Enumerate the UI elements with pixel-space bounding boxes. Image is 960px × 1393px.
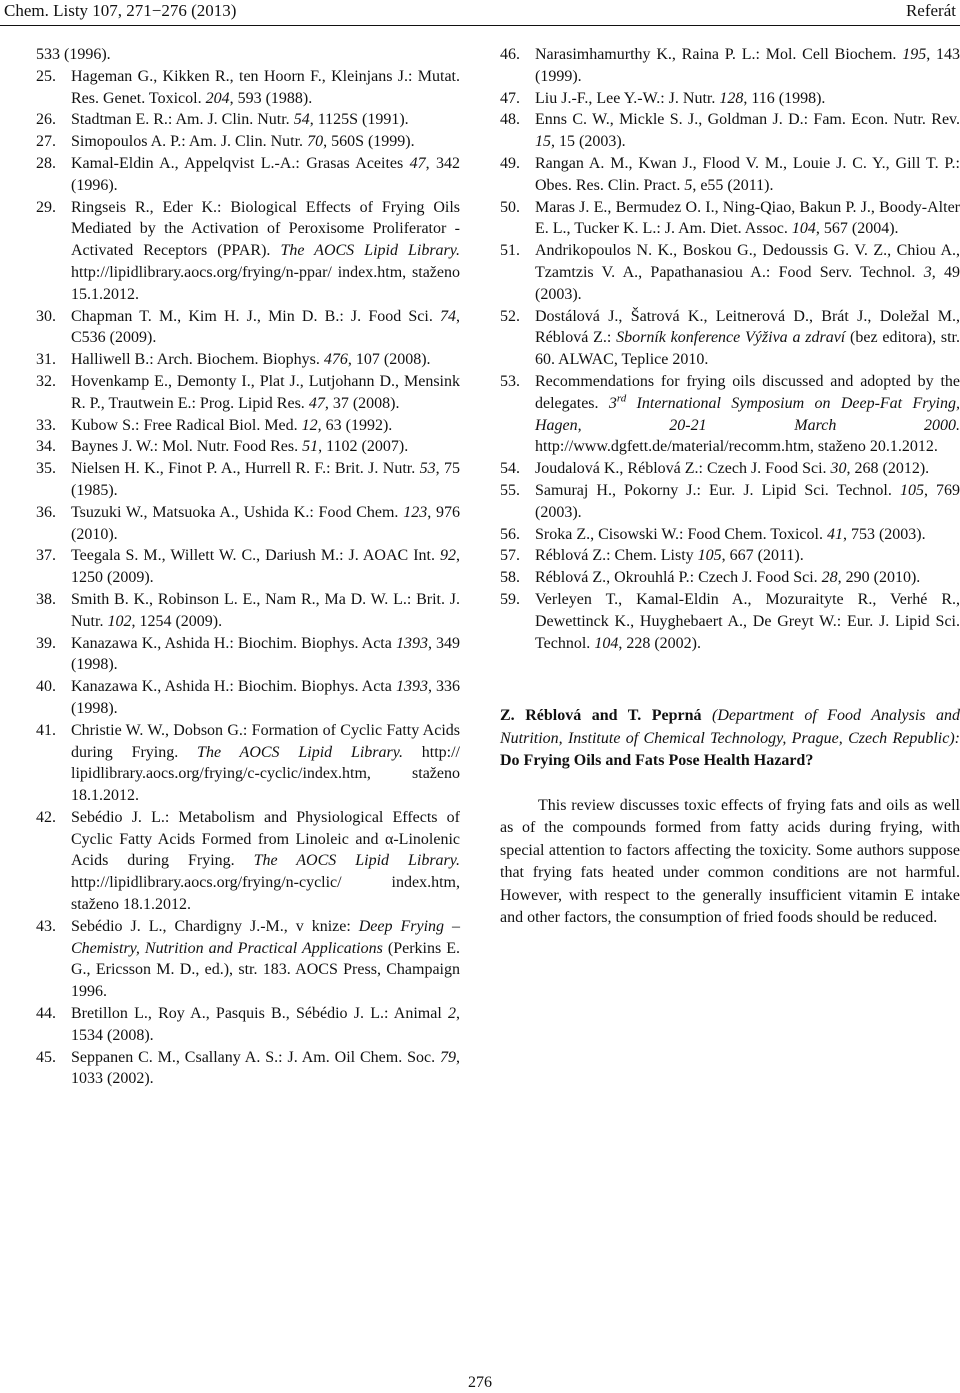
abstract-title: Do Frying Oils and Fats Pose Health Hazard? (500, 752, 814, 770)
reference-item (500, 458, 960, 480)
abstract-authors: Z. Réblová and T. Peprná (500, 707, 702, 725)
reference-number: 40. (36, 678, 56, 696)
reference-text: Réblová Z.: Chem. Listy 105, 667 (2011). (535, 547, 804, 565)
reference-text: Seppanen C. M., Csallany A. S.: J. Am. Oil Chem. Soc. 79, 1033 (2002). (71, 1048, 460, 1088)
reference-text: Kubow S.: Free Radical Biol. Med. 12, 63 (1992). (71, 416, 393, 434)
reference-item (36, 1047, 460, 1091)
reference-item (500, 524, 960, 546)
reference-number: 41. (36, 721, 56, 739)
reference-text: Dostálová J., Šatrová K., Leitnerová D., Brát J., Doležal M., Réblová Z.: Sborník konference Výživa a zdraví (bez editora), str. 60. ALWAC, Teplice 2010. (535, 307, 960, 369)
reference-item (500, 197, 960, 241)
reference-item (36, 153, 460, 197)
reference-item (36, 415, 460, 437)
reference-text: Teegala S. M., Willett W. C., Dariush M.: J. AOAC Int. 92, 1250 (2009). (71, 547, 460, 587)
reference-item (36, 633, 460, 677)
reference-text: Samuraj H., Pokorny J.: Eur. J. Lipid Sci. Technol. 105, 769 (2003). (535, 481, 960, 521)
reference-text: Kanazawa K., Ashida H.: Biochim. Biophys. Acta 1393, 336 (1998). (71, 678, 461, 717)
reference-number: 43. (36, 917, 56, 935)
abstract-body: This review discusses toxic effects of frying fats and oils as well as of the compounds formed from fatty acids during frying, with special attention to factors affecting the toxicity. Some authors suppose that frying fats heated under common conditions are not harmful. However, with respect to the generally insufficient vitamin E intake and other factors, the consumption of fried foods should be reduced. (500, 796, 960, 927)
reference-number: 31. (36, 351, 56, 369)
reference-number: 53. (500, 372, 520, 390)
reference-number: 27. (36, 133, 56, 151)
reference-number: 58. (500, 569, 520, 587)
reference-number: 35. (36, 460, 56, 478)
reference-item (36, 131, 460, 153)
reference-number: 37. (36, 547, 56, 565)
reference-text: Narasimhamurthy K., Raina P. L.: Mol. Cell Biochem. 195, 143 (1999). (535, 46, 960, 85)
right-column-references (500, 44, 960, 654)
reference-text: Rangan A. M., Kwan J., Flood V. M., Louie J. C. Y., Gill T. P.: Obes. Res. Clin. Pract. 5, e55 (2011). (535, 154, 960, 194)
reference-item (500, 545, 960, 567)
reference-number: 34. (36, 438, 56, 456)
reference-item (500, 567, 960, 589)
reference-number: 49. (500, 154, 520, 172)
reference-text: Hageman G., Kikken R., ten Hoorn F., Kleinjans J.: Mutat. Res. Genet. Toxicol. 204, 593 (1988). (71, 67, 460, 107)
reference-item (500, 44, 960, 88)
reference-text: Simopoulos A. P.: Am. J. Clin. Nutr. 70, 560S (1999). (71, 133, 415, 151)
reference-item (500, 589, 960, 654)
reference-text: Ringseis R., Eder K.: Biological Effects of Frying Oils Mediated by the Activation of Peroxisome Proliferator -Activated Receptors (PPAR). The AOCS Lipid Library. http://lipidlibrary.aocs.org/frying/n-ppar/ index.htm, staženo 15.1.2012. (71, 198, 460, 303)
reference-number: 47. (500, 89, 520, 107)
reference-number: 45. (36, 1048, 56, 1066)
header-rule (0, 25, 960, 26)
reference-text: Recommendations for frying oils discussed and adopted by the delegates. 3rd International Symposium on Deep-Fat Frying, Hagen, 20-21 March 2000. http://www.dgfett.de/material/recomm.htm, staženo 20.1.2012. (535, 372, 960, 456)
reference-text: Baynes J. W.: Mol. Nutr. Food Res. 51, 1102 (2007). (71, 438, 409, 456)
reference-text: Maras J. E., Bermudez O. I., Ning-Qiao, Bakun P. J., Boody-Alter E. L., Tucker K. L.: J. Am. Diet. Assoc. 104, 567 (2004). (535, 198, 960, 238)
reference-number: 48. (500, 111, 520, 129)
reference-item (36, 916, 460, 1003)
reference-text: Nielsen H. K., Finot P. A., Hurrell R. F.: Brit. J. Nutr. 53, 75 (1985). (71, 460, 461, 499)
right-column (500, 44, 960, 930)
reference-item (500, 480, 960, 524)
reference-text: Bretillon L., Roy A., Pasquis B., Sébédio J. L.: Animal 2, 1534 (2008). (71, 1005, 460, 1044)
reference-text: Sroka Z., Cisowski W.: Food Chem. Toxicol. 41, 753 (2003). (535, 525, 926, 543)
reference-item (500, 240, 960, 305)
reference-number: 42. (36, 808, 56, 826)
reference-text: Réblová Z., Okrouhlá P.: Czech J. Food Sci. 28, 290 (2010). (535, 569, 921, 587)
reference-text: Joudalová K., Réblová Z.: Czech J. Food Sci. 30, 268 (2012). (535, 460, 930, 478)
reference-number: 51. (500, 242, 520, 260)
reference-text: Kanazawa K., Ashida H.: Biochim. Biophys. Acta 1393, 349 (1998). (71, 634, 461, 674)
reference-text: 533 (1996). (36, 46, 111, 63)
reference-text: Kamal-Eldin A., Appelqvist L.-A.: Grasas Aceites 47, 342 (1996). (71, 154, 460, 194)
reference-number: 46. (500, 46, 520, 63)
reference-number: 29. (36, 198, 56, 216)
reference-item (500, 153, 960, 197)
reference-item (500, 306, 960, 371)
reference-item (500, 88, 960, 110)
reference-number: 44. (36, 1005, 56, 1023)
reference-number: 33. (36, 416, 56, 434)
reference-item (36, 306, 460, 350)
reference-text: Smith B. K., Robinson L. E., Nam R., Ma D. W. L.: Brit. J. Nutr. 102, 1254 (2009). (71, 590, 460, 630)
abstract-affiliation: (Department of Food Analysis and Nutrition, Institute of Chemical Technology, Prague, Czech Republic): (500, 707, 960, 747)
reference-item (36, 436, 460, 458)
journal-citation: Chem. Listy 107, 271−276 (2013) (4, 1, 237, 20)
reference-item (36, 44, 460, 66)
reference-item (36, 502, 460, 546)
reference-item (500, 109, 960, 153)
reference-text: Liu J.-F., Lee Y.-W.: J. Nutr. 128, 116 (1998). (535, 89, 826, 107)
reference-number: 28. (36, 154, 56, 172)
reference-item (36, 589, 460, 633)
english-abstract (500, 705, 960, 772)
reference-item (36, 1003, 460, 1047)
reference-item (36, 197, 460, 306)
reference-text: Stadtman E. R.: Am. J. Clin. Nutr. 54, 1125S (1991). (71, 111, 409, 129)
reference-item (36, 807, 460, 916)
reference-number: 57. (500, 547, 520, 565)
reference-number: 30. (36, 307, 56, 325)
section-label: Referát (905, 1, 956, 20)
reference-text: Halliwell B.: Arch. Biochem. Biophys. 476, 107 (2008). (71, 351, 431, 369)
reference-text: Andrikopoulos N. K., Boskou G., Dedoussis G. V. Z., Chiou A., Tzamtzis V. A., Papathanasiou A.: Food Serv. Technol. 3, 49 (2003). (535, 242, 960, 303)
reference-item (36, 720, 460, 807)
reference-text: Verleyen T., Kamal-Eldin A., Mozuraityte R., Verhé R., Dewettinck K., Huyghebaert A., De Greyt W.: Eur. J. Lipid Sci. Technol. 104, 228 (2002). (535, 590, 960, 652)
left-column-references (36, 44, 460, 1090)
reference-text: Hovenkamp E., Demonty I., Plat J., Lutjohann D., Mensink R. P., Trautwein E.: Prog. Lipid Res. 47, 37 (2008). (71, 372, 460, 412)
reference-number: 38. (36, 590, 56, 608)
reference-item (36, 676, 460, 720)
reference-number: 25. (36, 67, 56, 85)
reference-text: Tsuzuki W., Matsuoka A., Ushida K.: Food Chem. 123, 976 (2010). (71, 503, 460, 543)
reference-item (36, 458, 460, 502)
reference-number: 56. (500, 525, 520, 543)
reference-item (36, 371, 460, 415)
reference-number: 36. (36, 503, 56, 521)
reference-number: 52. (500, 307, 520, 325)
reference-text: Chapman T. M., Kim H. J., Min D. B.: J. Food Sci. 74, C536 (2009). (71, 307, 460, 347)
reference-text: Enns C. W., Mickle S. J., Goldman J. D.: Fam. Econ. Nutr. Rev. 15, 15 (2003). (535, 111, 960, 151)
reference-number: 50. (500, 198, 520, 216)
page-number: 276 (468, 1374, 492, 1391)
reference-text: Sebédio J. L.: Metabolism and Physiological Effects of Cyclic Fatty Acids Formed from Linoleic and α-Linolenic Acids during Frying. The AOCS Lipid Library. http://lipidlibrary.aocs.org/frying/n-cyclic/ index.htm, staženo 18.1.2012. (71, 808, 460, 914)
reference-item (36, 349, 460, 371)
reference-item (500, 371, 960, 458)
reference-number: 32. (36, 372, 56, 390)
page-header (0, 0, 960, 26)
reference-text: Sebédio J. L., Chardigny J.-M., v knize: Deep Frying – Chemistry, Nutrition and Practical Applications (Perkins E. G., Ericsson M. D., ed.), str. 183. AOCS Press, Champaign 1996. (71, 917, 460, 1001)
reference-number: 59. (500, 590, 520, 608)
reference-number: 54. (500, 460, 520, 478)
reference-item (36, 109, 460, 131)
reference-number: 39. (36, 634, 56, 652)
reference-item (36, 66, 460, 110)
reference-text: Christie W. W., Dobson G.: Formation of Cyclic Fatty Acids during Frying. The AOCS Lipid Library. http:// lipidlibrary.aocs.org/frying/c-cyclic/index.htm, staženo 18.1.2012. (71, 721, 460, 805)
reference-number: 55. (500, 481, 520, 499)
reference-item (36, 545, 460, 589)
reference-number: 26. (36, 111, 56, 129)
